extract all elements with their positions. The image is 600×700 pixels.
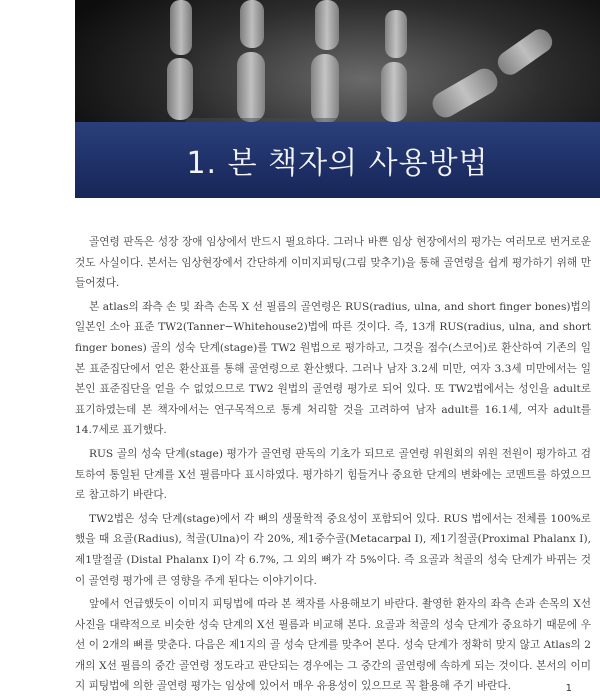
paragraph: 본 atlas의 좌측 손 및 좌측 손목 X 선 필름의 골연령은 RUS(radius, ulna, and short finger bones)법의 일본인 소아 표준 TW2(Tanner−Whitehouse2)법에 따른 것이다. 즉, 13개 RUS(radius, ulna, and short finger bones) 골의 성숙 단계(stage)를 TW2 원법으로 평가하고, 그것을 점수(스코어)로 환산하여 기존의 일본 표준집단에서 얻은 환산표를 통해 골연령으로 환산했다. 그러나 남자 3.2세 미만, 여자 3.3세 미만에서는 일본인 표준집단을 얻을 수 없었으므로 TW2 원법의 골연령 평가로 되어 있다. 또 TW2법에서는 성인을 adult로 표기하였는데 본 책자에서는 연구목적으로 통계 처리할 것을 고려하여 남자 adult를 16.1세, 여자 adult를 14.7세로 표기했다. bbox=[75, 300, 591, 437]
page-title: 1. 본 책자의 사용방법 bbox=[186, 146, 489, 181]
body-text bbox=[75, 232, 591, 700]
paragraph: TW2법은 성숙 단계(stage)에서 각 뼈의 생물학적 중요성이 포함되어 있다. RUS 법에서는 전체를 100%로 했을 때 요골(Radius), 척골(Ulna)이 각 20%, 제1중수골(Metacarpal I), 제1기절골(Proximal Phalanx I), 제1말절골 (Distal Phalanx I)이 각 6.7%, 그 외의 뼈가 각 5%이다. 즉 요골과 척골의 성숙 단계가 바뀌는 것이 골연령 평가에 큰 영향을 주게 된다는 이야기이다. bbox=[75, 512, 591, 587]
paragraph: 앞에서 언급했듯이 이미지 피팅법에 따라 본 책자를 사용해보기 바란다. 촬영한 환자의 좌측 손과 손목의 X선 사진을 대략적으로 비슷한 성숙 단계의 X선 필름과 비교해 본다. 요골과 척골의 성숙 단계가 중요하기 때문에 우선 이 2개의 뼈를 맞춘다. 다음은 제1지의 골 성숙 단계를 맞추어 본다. 성숙 단계가 정확히 맞지 않고 Atlas의 2개의 X선 필름의 중간 골연령 정도라고 판단되는 경우에는 그 중간의 골연령에 속하게 되는 것이다. 본서의 이미지 피팅법에 의한 골연령 평가는 임상에 있어서 매우 유용성이 있으므로 꼭 활용해 주기 바란다. bbox=[75, 598, 591, 693]
paragraph: RUS 골의 성숙 단계(stage) 평가가 골연령 판독의 기초가 되므로 골연령 위원회의 위원 전원이 평가하고 검토하여 통일된 단계를 X선 필름마다 표시하였다. 평가하기 힘들거나 중요한 단계의 변화에는 코멘트를 하였으므로 참고하기 바란다. bbox=[75, 447, 591, 502]
paragraph: 골연령 판독은 성장 장애 임상에서 반드시 필요하다. 그러나 바쁜 임상 현장에서의 평가는 여러모로 번거로운 것도 사실이다. 본서는 임상현장에서 간단하게 이미지피팅(그림 맞추기)을 통해 골연령을 쉽게 평가하기 위해 만들어졌다. bbox=[75, 236, 591, 290]
title-banner bbox=[75, 122, 600, 198]
left-margin bbox=[0, 0, 75, 700]
page-number: 1 bbox=[565, 683, 572, 694]
